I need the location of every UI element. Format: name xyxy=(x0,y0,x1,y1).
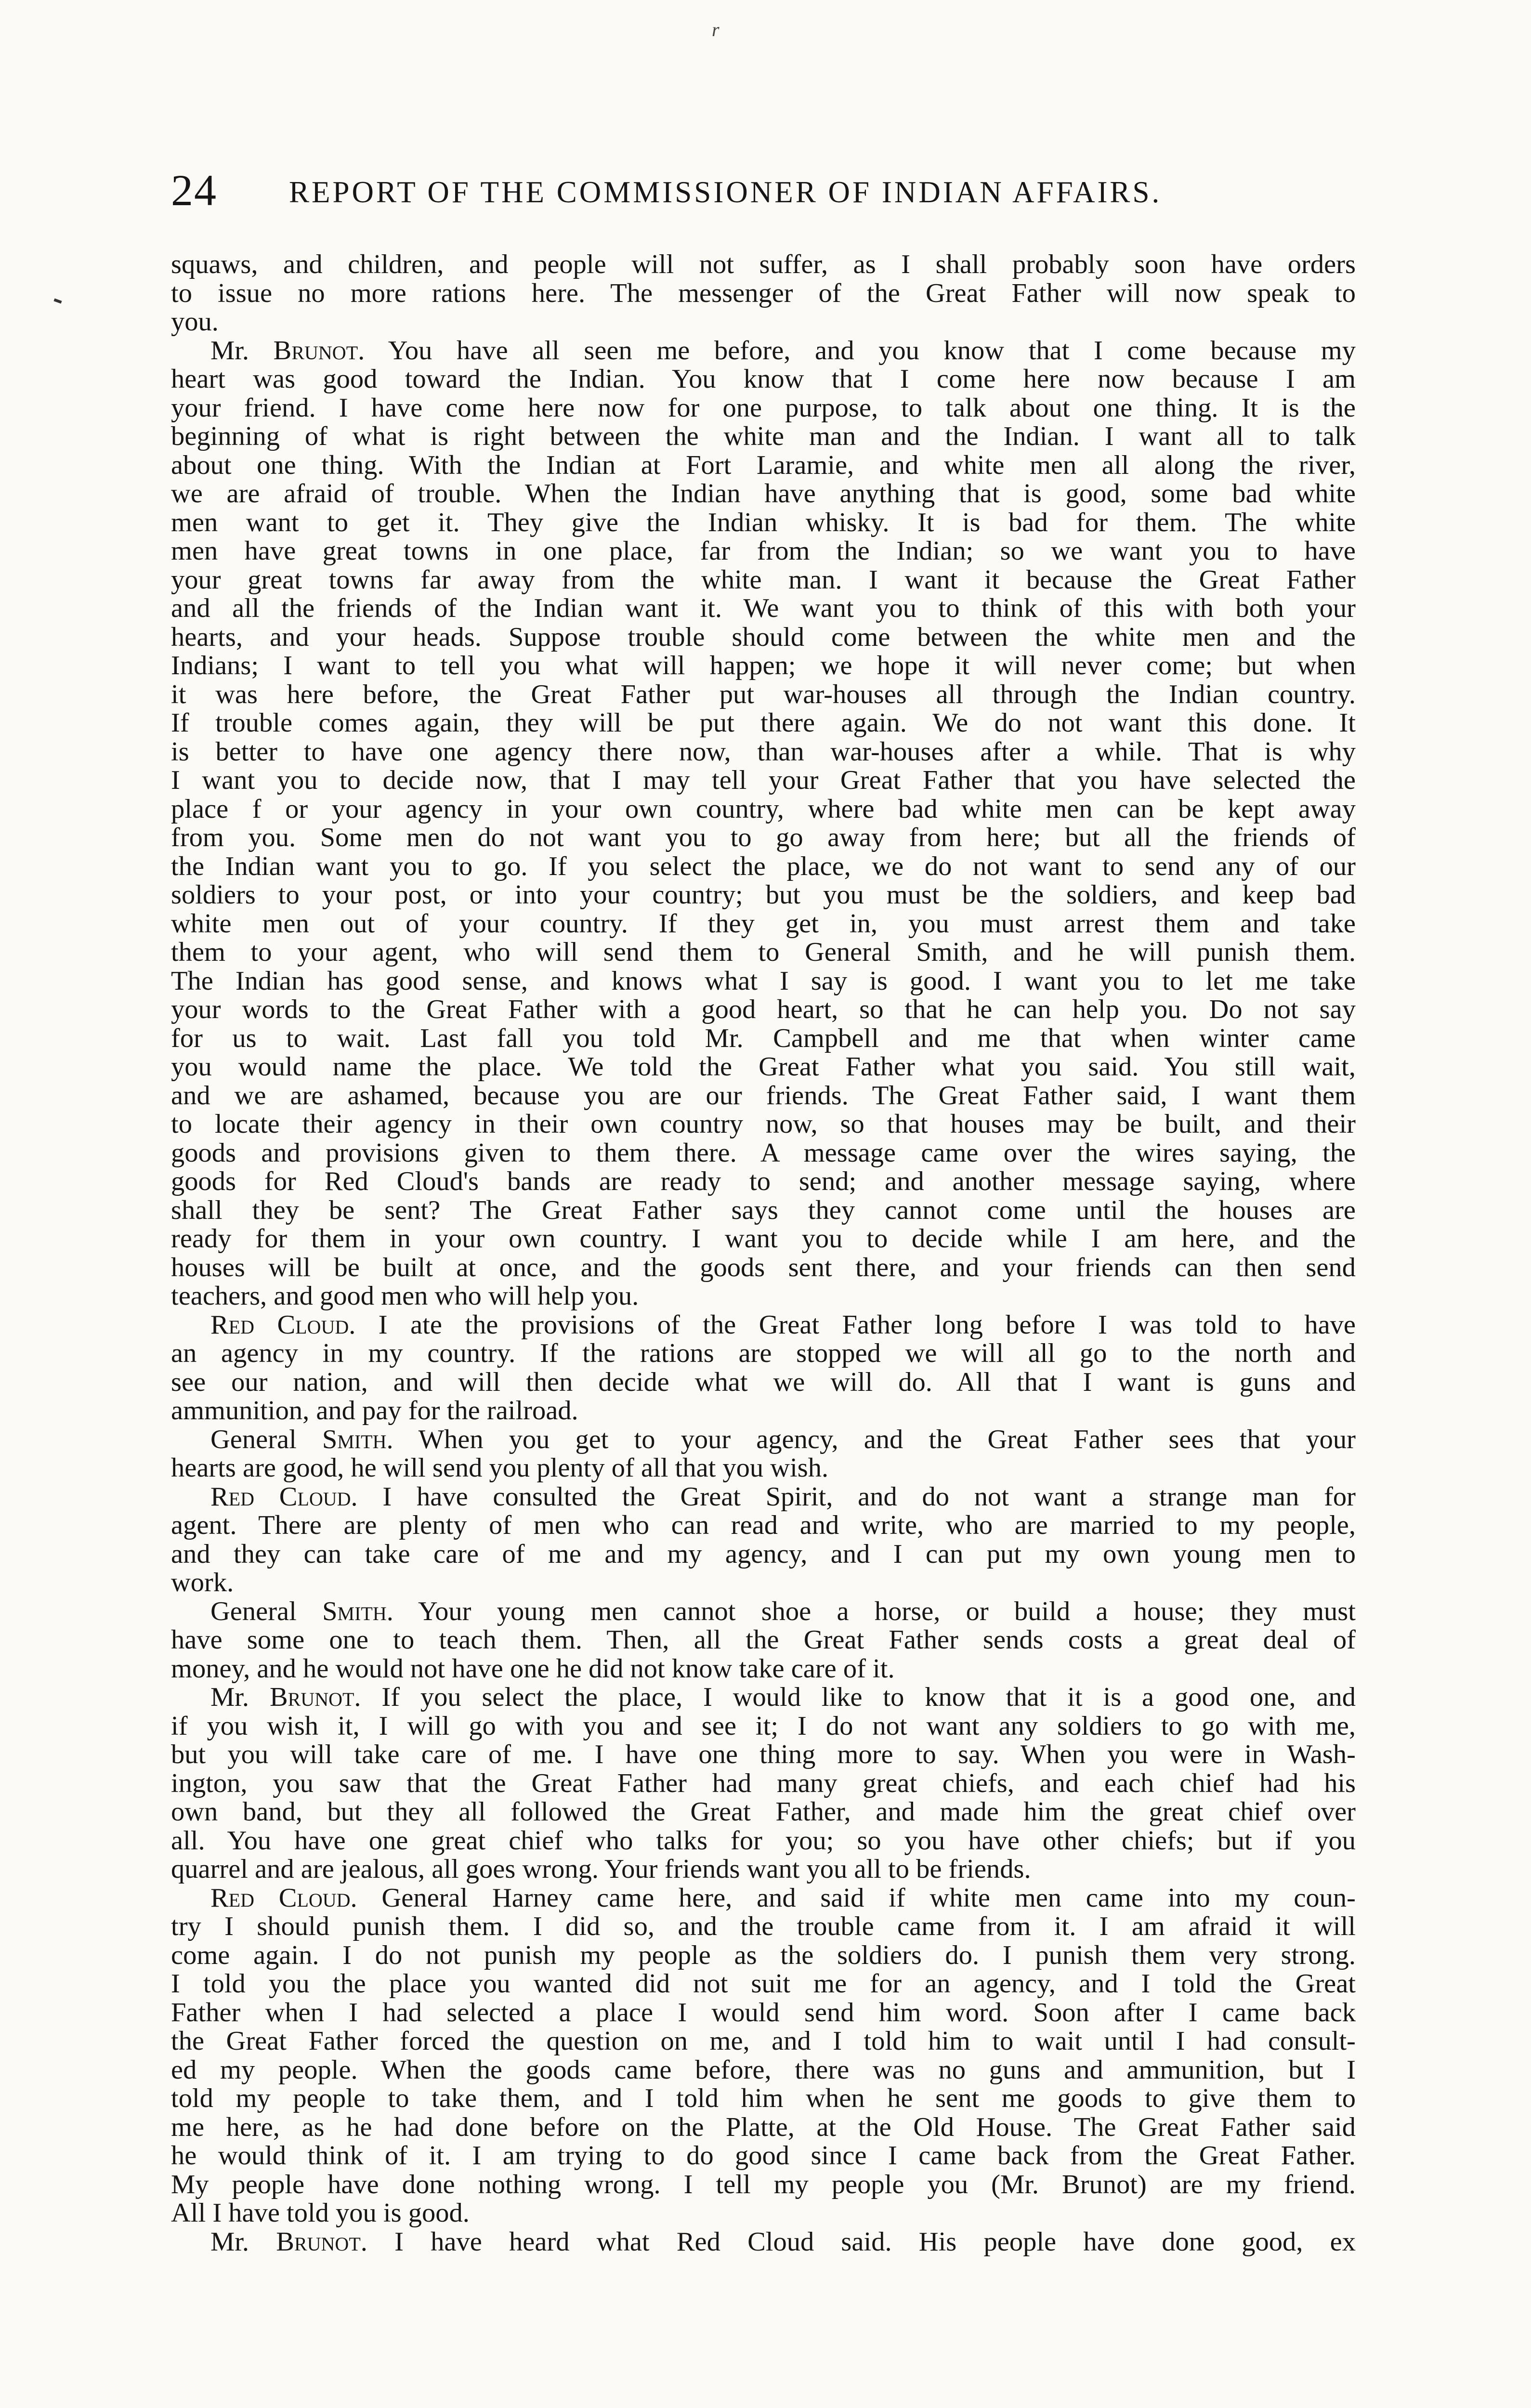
line-text: you would name the place. We told the Great Father what you said. You still wait, xyxy=(171,1053,1356,1082)
speaker-name: Red Cloud. xyxy=(210,1310,356,1339)
line-text: money, and he would not have one he did not know take care of it. xyxy=(171,1654,895,1683)
line-text: General Harney came here, and said if white men came into my coun- xyxy=(357,1884,1356,1912)
text-line xyxy=(171,1426,1356,1454)
text-line xyxy=(171,2228,1356,2257)
text-line xyxy=(171,509,1356,537)
text-line xyxy=(171,623,1356,652)
line-text: beginning of what is right between the white man and the Indian. I want all to talk xyxy=(171,422,1356,451)
line-text: and we are ashamed, because you are our friends. The Great Father said, I want them xyxy=(171,1081,1356,1110)
text-line xyxy=(171,1139,1356,1168)
text-line xyxy=(171,681,1356,709)
text-line xyxy=(171,1483,1356,1512)
line-text: If you select the place, I would like to know that it is a good one, and xyxy=(361,1683,1356,1712)
text-line xyxy=(171,938,1356,967)
text-line xyxy=(171,1196,1356,1225)
line-text: you. xyxy=(171,308,219,337)
line-text: the Great Father forced the question on me, and I told him to wait until I had consult- xyxy=(171,2027,1356,2056)
text-line xyxy=(171,1712,1356,1741)
line-text: goods for Red Cloud's bands are ready to send; and another message saying, where xyxy=(171,1167,1356,1196)
text-line xyxy=(171,394,1356,423)
line-text: The Indian has good sense, and knows what I say is good. I want you to let me take xyxy=(171,967,1356,995)
stray-print-mark: r xyxy=(712,19,720,40)
line-text: When you get to your agency, and the Great Father sees that your xyxy=(393,1425,1356,1454)
text-line xyxy=(171,824,1356,852)
text-line xyxy=(171,1282,1356,1311)
text-line xyxy=(171,1082,1356,1111)
text-line xyxy=(171,308,1356,337)
speaker-name: Mr. Brunot. xyxy=(210,1683,361,1712)
line-text: I want you to decide now, that I may tell your Great Father that you have selected the xyxy=(171,766,1356,795)
text-line xyxy=(171,1999,1356,2028)
line-text: all. You have one great chief who talks for you; so you have other chiefs; but if you xyxy=(171,1826,1356,1855)
margin-mark xyxy=(53,298,62,303)
line-text: work. xyxy=(171,1569,234,1597)
line-text: My people have done nothing wrong. I tell my people you (Mr. Brunot) are my friend. xyxy=(171,2170,1356,2199)
line-text: and they can take care of me and my agency, and I can put my own young men to xyxy=(171,1540,1356,1569)
line-text: houses will be built at once, and the goods sent there, and your friends can then send xyxy=(171,1253,1356,1282)
text-line xyxy=(171,250,1356,279)
text-line xyxy=(171,2171,1356,2199)
text-line xyxy=(171,1912,1356,1941)
text-line xyxy=(171,1511,1356,1540)
line-text: hearts are good, he will send you plenty of all that you wish. xyxy=(171,1454,829,1483)
text-line xyxy=(171,652,1356,681)
text-line xyxy=(171,1225,1356,1254)
line-text: try I should punish them. I did so, and the trouble came from it. I am afraid it will xyxy=(171,1912,1356,1941)
line-text: hearts, and your heads. Suppose trouble should come between the white men and the xyxy=(171,623,1356,652)
text-line xyxy=(171,709,1356,738)
line-text: told my people to take them, and I told him when he sent me goods to give them to xyxy=(171,2084,1356,2113)
line-text: but you will take care of me. I have one thing more to say. When you were in Wash- xyxy=(171,1741,1356,1769)
text-line xyxy=(171,537,1356,566)
text-line xyxy=(171,852,1356,881)
line-text: from you. Some men do not want you to go away from here; but all the friends of xyxy=(171,824,1356,852)
text-line xyxy=(171,1569,1356,1597)
text-line xyxy=(171,337,1356,366)
line-text: me here, as he had done before on the Platte, at the Old House. The Great Father said xyxy=(171,2113,1356,2142)
line-text: it was here before, the Great Father put war-houses all through the Indian country. xyxy=(171,680,1356,709)
line-text: and all the friends of the Indian want it. We want you to think of this with both your xyxy=(171,594,1356,623)
line-text: come again. I do not punish my people as the soldiers do. I punish them very strong. xyxy=(171,1941,1356,1970)
speaker-name: General Smith. xyxy=(210,1425,393,1454)
text-line xyxy=(171,2142,1356,2171)
page-number: 24 xyxy=(171,166,217,215)
text-line xyxy=(171,594,1356,623)
line-text: I have heard what Red Cloud said. His people have done good, ex xyxy=(367,2227,1356,2256)
line-text: I have consulted the Great Spirit, and do not want a strange man for xyxy=(357,1482,1356,1511)
text-line xyxy=(171,1053,1356,1082)
text-line xyxy=(171,2199,1356,2228)
text-line xyxy=(171,451,1356,480)
text-line xyxy=(171,2113,1356,2142)
line-text: white men out of your country. If they get in, you must arrest them and take xyxy=(171,909,1356,938)
body-text xyxy=(171,250,1356,2256)
text-line xyxy=(171,1855,1356,1884)
text-line xyxy=(171,738,1356,767)
line-text: men want to get it. They give the Indian whisky. It is bad for them. The white xyxy=(171,508,1356,537)
line-text: Your young men cannot shoe a horse, or build a house; they must xyxy=(393,1597,1356,1626)
text-line xyxy=(171,1884,1356,1913)
text-line xyxy=(171,2084,1356,2113)
text-line xyxy=(171,1827,1356,1856)
text-line xyxy=(171,279,1356,308)
line-text: own band, but they all followed the Great Father, and made him the great chief over xyxy=(171,1798,1356,1827)
line-text: to locate their agency in their own country now, so that houses may be built, and their xyxy=(171,1110,1356,1139)
text-line xyxy=(171,422,1356,451)
text-line xyxy=(171,1024,1356,1053)
line-text: ed my people. When the goods came before, there was no guns and ammunition, but I xyxy=(171,2055,1356,2084)
line-text: is better to have one agency there now, than war-houses after a while. That is why xyxy=(171,737,1356,766)
text-line xyxy=(171,881,1356,910)
line-text: ington, you saw that the Great Father had many great chiefs, and each chief had his xyxy=(171,1769,1356,1798)
text-line xyxy=(171,1741,1356,1769)
text-line xyxy=(171,1167,1356,1196)
line-text: All I have told you is good. xyxy=(171,2199,470,2228)
line-text: an agency in my country. If the rations are stopped we will all go to the north and xyxy=(171,1339,1356,1368)
text-line xyxy=(171,2027,1356,2056)
speaker-name: Red Cloud. xyxy=(210,1482,358,1511)
running-head: REPORT OF THE COMMISSIONER OF INDIAN AFFAIRS. xyxy=(289,175,1162,209)
line-text: I told you the place you wanted did not suit me for an agency, and I told the Great xyxy=(171,1970,1356,1999)
line-text: men have great towns in one place, far from the Indian; so we want you to have xyxy=(171,537,1356,566)
speaker-name: Mr. Brunot. xyxy=(210,2227,367,2256)
line-text: teachers, and good men who will help you. xyxy=(171,1282,639,1311)
line-text: soldiers to your post, or into your country; but you must be the soldiers, and keep bad xyxy=(171,881,1356,910)
text-line xyxy=(171,1655,1356,1684)
line-text: Indians; I want to tell you what will happen; we hope it will never come; but when xyxy=(171,652,1356,681)
line-text: see our nation, and will then decide what we will do. All that I want is guns and xyxy=(171,1368,1356,1397)
text-line xyxy=(171,795,1356,824)
line-text: ready for them in your own country. I want you to decide while I am here, and the xyxy=(171,1225,1356,1254)
text-line xyxy=(171,1769,1356,1798)
line-text: goods and provisions given to them there. A message came over the wires saying, the xyxy=(171,1139,1356,1167)
text-line xyxy=(171,1626,1356,1655)
line-text: for us to wait. Last fall you told Mr. Campbell and me that when winter came xyxy=(171,1024,1356,1053)
line-text: we are afraid of trouble. When the Indian have anything that is good, some bad white xyxy=(171,480,1356,509)
text-line xyxy=(171,1311,1356,1340)
text-line xyxy=(171,1941,1356,1970)
text-line xyxy=(171,1254,1356,1283)
text-line xyxy=(171,910,1356,939)
line-text: squaws, and children, and people will not suffer, as I shall probably soon have orders xyxy=(171,250,1356,279)
text-line xyxy=(171,1339,1356,1368)
line-text: your great towns far away from the white man. I want it because the Great Father xyxy=(171,565,1356,594)
text-line xyxy=(171,1597,1356,1626)
text-line xyxy=(171,766,1356,795)
line-text: your words to the Great Father with a good heart, so that he can help you. Do not say xyxy=(171,995,1356,1024)
text-line xyxy=(171,1683,1356,1712)
text-line xyxy=(171,365,1356,394)
line-text: place f or your agency in your own country, where bad white men can be kept away xyxy=(171,795,1356,824)
text-line xyxy=(171,1110,1356,1139)
line-text: You have all seen me before, and you know that I come because my xyxy=(365,336,1356,365)
speaker-name: General Smith. xyxy=(210,1597,393,1626)
speaker-name: Red Cloud. xyxy=(210,1884,357,1912)
line-text: agent. There are plenty of men who can read and write, who are married to my people, xyxy=(171,1511,1356,1540)
line-text: quarrel and are jealous, all goes wrong. Your friends want you all to be friends. xyxy=(171,1855,1031,1884)
line-text: Father when I had selected a place I would send him word. Soon after I came back xyxy=(171,1998,1356,2027)
text-line xyxy=(171,1540,1356,1569)
speaker-name: Mr. Brunot. xyxy=(210,336,365,365)
line-text: your friend. I have come here now for one purpose, to talk about one thing. It is the xyxy=(171,393,1356,422)
line-text: I ate the provisions of the Great Father long before I was told to have xyxy=(355,1310,1356,1339)
text-line xyxy=(171,995,1356,1024)
text-line xyxy=(171,566,1356,595)
line-text: heart was good toward the Indian. You know that I come here now because I am xyxy=(171,365,1356,394)
text-line xyxy=(171,1368,1356,1397)
text-line xyxy=(171,2056,1356,2085)
line-text: the Indian want you to go. If you select the place, we do not want to send any of our xyxy=(171,852,1356,881)
line-text: have some one to teach them. Then, all the Great Father sends costs a great deal of xyxy=(171,1626,1356,1655)
line-text: about one thing. With the Indian at Fort Laramie, and white men all along the river, xyxy=(171,451,1356,480)
line-text: ammunition, and pay for the railroad. xyxy=(171,1397,578,1426)
text-line xyxy=(171,1798,1356,1827)
text-line xyxy=(171,1397,1356,1426)
text-line xyxy=(171,1454,1356,1483)
line-text: shall they be sent? The Great Father says they cannot come until the houses are xyxy=(171,1196,1356,1225)
line-text: if you wish it, I will go with you and see it; I do not want any soldiers to go with me, xyxy=(171,1712,1356,1741)
line-text: to issue no more rations here. The messenger of the Great Father will now speak to xyxy=(171,279,1356,308)
line-text: If trouble comes again, they will be put there again. We do not want this done. It xyxy=(171,709,1356,738)
page-header xyxy=(171,164,1351,217)
line-text: them to your agent, who will send them to General Smith, and he will punish them. xyxy=(171,938,1356,967)
text-line xyxy=(171,967,1356,996)
text-line xyxy=(171,480,1356,509)
text-line xyxy=(171,1970,1356,1999)
line-text: he would think of it. I am trying to do good since I came back from the Great Father. xyxy=(171,2142,1356,2171)
